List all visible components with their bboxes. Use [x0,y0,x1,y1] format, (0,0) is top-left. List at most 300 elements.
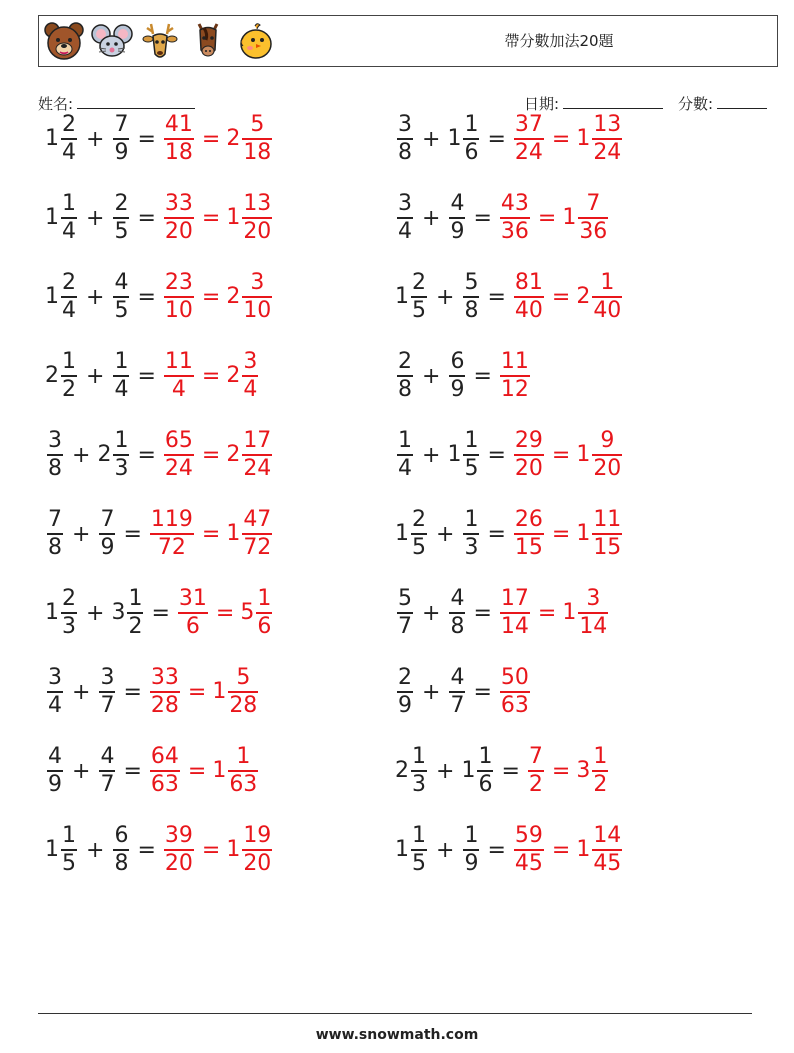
mixed-answer [576,744,610,798]
mixed-answer-numerator: 1 [593,744,608,769]
mixed-answer-denominator: 72 [243,535,272,560]
problem-7 [45,341,260,411]
addend-1-numerator: 2 [62,586,76,611]
addend-2 [97,744,117,798]
addend-1 [395,191,415,245]
improper-answer [512,507,546,561]
improper-answer-denominator: 2 [528,772,543,797]
addend-1-fraction [47,507,63,561]
improper-answer-numerator: 11 [164,349,193,374]
mixed-answer-numerator: 11 [593,507,622,532]
addend-2-fraction [113,270,129,324]
addend-2-fraction [113,428,129,482]
mixed-answer-denominator: 2 [593,772,608,797]
mixed-answer-numerator: 19 [243,823,272,848]
mixed-answer-whole: 1 [576,837,591,862]
problem-18 [395,736,610,806]
addend-1 [395,744,429,798]
addend-1-denominator: 4 [48,693,62,718]
addend-1-fraction [61,270,77,324]
name-label: 姓名: [38,95,74,113]
mixed-answer-denominator: 20 [243,851,272,876]
mixed-answer-fraction [242,349,258,403]
addend-1-fraction [61,191,77,245]
improper-answer [176,586,210,640]
mixed-answer-denominator: 63 [229,772,258,797]
addend-1-denominator: 4 [62,298,76,323]
addend-1-denominator: 2 [62,377,76,402]
mixed-answer-fraction [242,270,272,324]
addend-2-denominator: 6 [478,772,493,797]
problem-17 [45,736,260,806]
improper-answer-fraction [178,586,208,640]
problem-1 [45,104,274,174]
addend-2-denominator: 7 [100,772,115,797]
addend-1-denominator: 4 [398,219,412,244]
addend-1-fraction [411,270,427,324]
equals-sign: = [201,521,221,547]
improper-answer-denominator: 4 [171,377,186,402]
improper-answer-fraction [514,270,544,324]
plus-sign: + [86,205,105,231]
mixed-answer-denominator: 15 [593,535,622,560]
addend-2-numerator: 1 [464,112,479,137]
addend-1 [395,349,415,403]
addend-1 [395,270,429,324]
improper-answer-fraction [164,112,194,166]
improper-answer-denominator: 14 [500,614,529,639]
mixed-answer-fraction [592,428,622,482]
addend-2-fraction [449,586,465,640]
mixed-answer-denominator: 20 [243,219,272,244]
footer-divider [38,1013,752,1014]
addend-2-fraction [99,507,115,561]
mixed-answer-fraction [578,586,608,640]
addend-2-fraction [477,744,493,798]
addend-2-fraction [449,349,465,403]
addend-1-denominator: 8 [398,377,412,402]
addend-2-fraction [99,665,115,719]
improper-answer [148,665,182,719]
equals-sign: = [487,837,506,863]
addend-1-whole: 2 [45,363,59,388]
addend-2 [97,665,117,719]
improper-answer-denominator: 36 [500,219,529,244]
problem-5 [45,262,274,332]
problem-13 [45,578,274,648]
mixed-answer-whole: 1 [562,205,577,230]
mixed-answer [562,191,610,245]
plus-sign: + [72,758,91,784]
addend-2-numerator: 4 [450,665,465,690]
mixed-answer-whole: 2 [226,442,241,467]
mixed-answer-fraction [592,270,622,324]
equals-sign: = [137,837,156,863]
mixed-answer-denominator: 20 [593,456,622,481]
mixed-answer-numerator: 3 [586,586,601,611]
addend-2-fraction [99,744,115,798]
mixed-answer-whole: 2 [226,284,241,309]
improper-answer-numerator: 7 [528,744,543,769]
addend-2 [447,665,467,719]
addend-1 [395,586,415,640]
improper-answer-numerator: 39 [164,823,193,848]
equals-sign: = [137,284,156,310]
worksheet-header [38,15,778,67]
addend-1 [395,507,429,561]
mixed-answer [240,586,274,640]
plus-sign: + [72,679,91,705]
mixed-answer-denominator: 36 [579,219,608,244]
addend-1-denominator: 4 [398,456,412,481]
addend-1-denominator: 9 [48,772,62,797]
date-label: 日期: [524,95,560,113]
equals-sign: = [123,521,142,547]
improper-answer-numerator: 43 [500,191,529,216]
addend-1-fraction [411,744,427,798]
addend-1-numerator: 7 [48,507,62,532]
problem-16 [395,657,532,727]
mixed-answer [576,112,624,166]
addend-2-whole: 1 [447,126,462,151]
mixed-answer-whole: 1 [576,126,591,151]
mixed-answer-whole: 1 [226,521,241,546]
mixed-answer [212,744,260,798]
problem-8 [395,341,532,411]
addend-1-numerator: 2 [412,270,426,295]
improper-answer-denominator: 63 [150,772,179,797]
plus-sign: + [86,600,105,626]
addend-2-denominator: 9 [100,535,115,560]
addend-1-whole: 1 [395,521,409,546]
improper-answer-numerator: 59 [514,823,543,848]
addend-1 [395,665,415,719]
equals-sign: = [551,837,571,863]
addend-2-numerator: 1 [114,349,129,374]
improper-answer [512,112,546,166]
addend-1-denominator: 3 [412,772,426,797]
equals-sign: = [123,758,142,784]
improper-answer-fraction [514,823,544,877]
improper-answer-fraction [500,665,530,719]
mixed-answer-whole: 5 [240,600,255,625]
addend-2-numerator: 7 [100,507,115,532]
improper-answer-denominator: 20 [164,851,193,876]
addend-2-numerator: 1 [464,823,479,848]
plus-sign: + [72,521,91,547]
plus-sign: + [436,284,455,310]
improper-answer-denominator: 10 [164,298,193,323]
improper-answer-fraction [500,191,530,245]
addend-1-numerator: 3 [398,112,412,137]
mixed-answer-numerator: 5 [236,665,251,690]
addend-1-numerator: 2 [412,507,426,532]
mixed-answer-whole: 1 [212,679,227,704]
problem-3 [45,183,274,253]
addend-2 [111,270,131,324]
addend-1-fraction [47,428,63,482]
improper-answer-numerator: 33 [150,665,179,690]
addend-1-numerator: 1 [398,428,412,453]
mixed-answer-numerator: 13 [593,112,622,137]
addend-1 [45,823,79,877]
addend-2-fraction [463,270,479,324]
addend-2-fraction [449,665,465,719]
improper-answer [512,270,546,324]
problem-19 [45,815,274,885]
improper-answer-numerator: 17 [500,586,529,611]
improper-answer-numerator: 29 [514,428,543,453]
problem-11 [45,499,274,569]
addend-1-whole: 1 [45,837,59,862]
addend-2-numerator: 4 [450,586,465,611]
addend-1-fraction [61,586,77,640]
mixed-answer-denominator: 24 [593,140,622,165]
mixed-answer-fraction [242,112,272,166]
addend-1-numerator: 4 [48,744,62,769]
addend-2 [461,823,481,877]
improper-answer-fraction [500,349,530,403]
addend-2-numerator: 5 [464,270,479,295]
mixed-answer [226,349,260,403]
addend-1-fraction [61,349,77,403]
addend-2 [111,349,131,403]
mixed-answer [576,507,624,561]
addend-2-denominator: 8 [114,851,129,876]
addend-2-numerator: 4 [100,744,115,769]
mixed-answer [226,270,274,324]
addend-2 [97,507,117,561]
improper-answer-numerator: 26 [514,507,543,532]
mixed-answer-fraction [592,744,608,798]
improper-answer [162,270,196,324]
addend-2-fraction [113,823,129,877]
equals-sign: = [137,363,156,389]
addend-2-fraction [113,112,129,166]
equals-sign: = [201,126,221,152]
addend-2-denominator: 2 [128,614,143,639]
addend-2 [447,112,481,166]
addend-1-numerator: 1 [62,349,76,374]
mixed-answer-whole: 1 [562,600,577,625]
addend-2-fraction [113,191,129,245]
mixed-answer-denominator: 45 [593,851,622,876]
addend-1-whole: 1 [45,600,59,625]
improper-answer [498,586,532,640]
mixed-answer-denominator: 24 [243,456,272,481]
improper-answer-fraction [514,112,544,166]
improper-answer-fraction [164,191,194,245]
addend-1 [45,191,79,245]
mixed-answer-fraction [592,823,622,877]
mixed-answer-fraction [592,112,622,166]
equals-sign: = [201,284,221,310]
equals-sign: = [551,126,571,152]
addend-2 [461,744,495,798]
score-field [678,93,767,114]
addend-2-whole: 1 [461,758,476,783]
improper-answer [498,665,532,719]
addend-2 [461,270,481,324]
mixed-answer-fraction [228,744,258,798]
addend-1 [45,507,65,561]
addend-1-numerator: 1 [412,823,426,848]
improper-answer-numerator: 31 [178,586,207,611]
addend-2 [447,428,481,482]
plus-sign: + [86,363,105,389]
improper-answer [162,191,196,245]
improper-answer [162,349,196,403]
addend-2-fraction [113,349,129,403]
addend-2-whole: 1 [447,442,462,467]
animal-icons [43,20,277,62]
mixed-answer [226,191,274,245]
equals-sign: = [215,600,235,626]
addend-2-numerator: 7 [114,112,129,137]
improper-answer [512,823,546,877]
equals-sign: = [123,679,142,705]
improper-answer-numerator: 23 [164,270,193,295]
equals-sign: = [201,205,221,231]
mixed-answer-numerator: 1 [236,744,251,769]
equals-sign: = [187,679,207,705]
addend-2-denominator: 9 [450,219,465,244]
improper-answer-fraction [528,744,544,798]
problem-20 [395,815,624,885]
horse-icon [187,20,229,62]
addend-1-whole: 2 [395,758,409,783]
addend-2-whole: 2 [97,442,112,467]
mixed-answer [562,586,610,640]
problem-9 [45,420,274,490]
problem-15 [45,657,260,727]
addend-2 [111,586,145,640]
addend-2-denominator: 9 [464,851,479,876]
addend-2 [97,428,131,482]
mixed-answer-whole: 1 [212,758,227,783]
addend-1-fraction [61,112,77,166]
addend-1-whole: 1 [395,284,409,309]
improper-answer-denominator: 72 [157,535,186,560]
addend-2-numerator: 1 [114,428,129,453]
addend-1 [45,112,79,166]
improper-answer-denominator: 40 [514,298,543,323]
addend-2-fraction [463,112,479,166]
addend-1-numerator: 3 [398,191,412,216]
mixed-answer-denominator: 28 [229,693,258,718]
addend-1-numerator: 1 [62,823,76,848]
plus-sign: + [422,126,441,152]
addend-1-denominator: 5 [412,298,426,323]
improper-answer [148,744,182,798]
equals-sign: = [201,837,221,863]
problem-12 [395,499,624,569]
equals-sign: = [487,126,506,152]
addend-2-numerator: 1 [478,744,493,769]
equals-sign: = [201,442,221,468]
addend-1-denominator: 5 [412,851,426,876]
addend-1-numerator: 1 [62,191,76,216]
mixed-answer-numerator: 3 [250,270,265,295]
mixed-answer [226,823,274,877]
improper-answer-denominator: 28 [150,693,179,718]
addend-2-denominator: 3 [114,456,129,481]
addend-2-denominator: 8 [464,298,479,323]
equals-sign: = [187,758,207,784]
mixed-answer [576,823,624,877]
improper-answer [498,349,532,403]
mixed-answer-whole: 2 [576,284,591,309]
improper-answer-numerator: 64 [150,744,179,769]
plus-sign: + [86,126,105,152]
equals-sign: = [487,284,506,310]
mixed-answer-whole: 1 [226,837,241,862]
mixed-answer-denominator: 4 [243,377,258,402]
mixed-answer-fraction [242,507,272,561]
equals-sign: = [501,758,520,784]
addend-1-fraction [47,665,63,719]
improper-answer-denominator: 6 [185,614,200,639]
addend-1-whole: 1 [45,126,59,151]
addend-2-denominator: 6 [464,140,479,165]
equals-sign: = [473,363,492,389]
addend-2 [111,191,131,245]
mixed-answer-numerator: 1 [257,586,272,611]
improper-answer-fraction [514,428,544,482]
improper-answer-denominator: 24 [164,456,193,481]
addend-2-fraction [463,428,479,482]
improper-answer-fraction [164,428,194,482]
addend-1-denominator: 8 [398,140,412,165]
equals-sign: = [487,521,506,547]
equals-sign: = [473,600,492,626]
improper-answer-denominator: 15 [514,535,543,560]
addend-2-denominator: 4 [114,377,129,402]
plus-sign: + [436,758,455,784]
addend-1-denominator: 8 [48,456,62,481]
improper-answer [498,191,532,245]
addend-1-whole: 1 [395,837,409,862]
problem-4 [395,183,610,253]
addend-1-numerator: 2 [398,665,412,690]
addend-1-numerator: 1 [412,744,426,769]
improper-answer [512,428,546,482]
mixed-answer [576,270,624,324]
problem-6 [395,262,624,332]
improper-answer-denominator: 18 [164,140,193,165]
mixed-answer-denominator: 6 [257,614,272,639]
addend-2-denominator: 7 [100,693,115,718]
score-blank[interactable] [717,94,767,109]
addend-2-denominator: 8 [450,614,465,639]
equals-sign: = [537,205,557,231]
mixed-answer [212,665,260,719]
worksheet-title: 帶分數加法20題 [504,32,614,50]
improper-answer-fraction [150,744,180,798]
addend-1-denominator: 4 [62,219,76,244]
mixed-answer-fraction [242,823,272,877]
addend-1-fraction [61,823,77,877]
addend-2-denominator: 7 [450,693,465,718]
addend-1 [395,428,415,482]
addend-1-numerator: 2 [62,112,76,137]
addend-2-numerator: 1 [464,507,479,532]
addend-1-denominator: 5 [412,535,426,560]
mixed-answer [576,428,624,482]
addend-2-denominator: 3 [464,535,479,560]
problem-14 [395,578,610,648]
improper-answer [148,507,196,561]
